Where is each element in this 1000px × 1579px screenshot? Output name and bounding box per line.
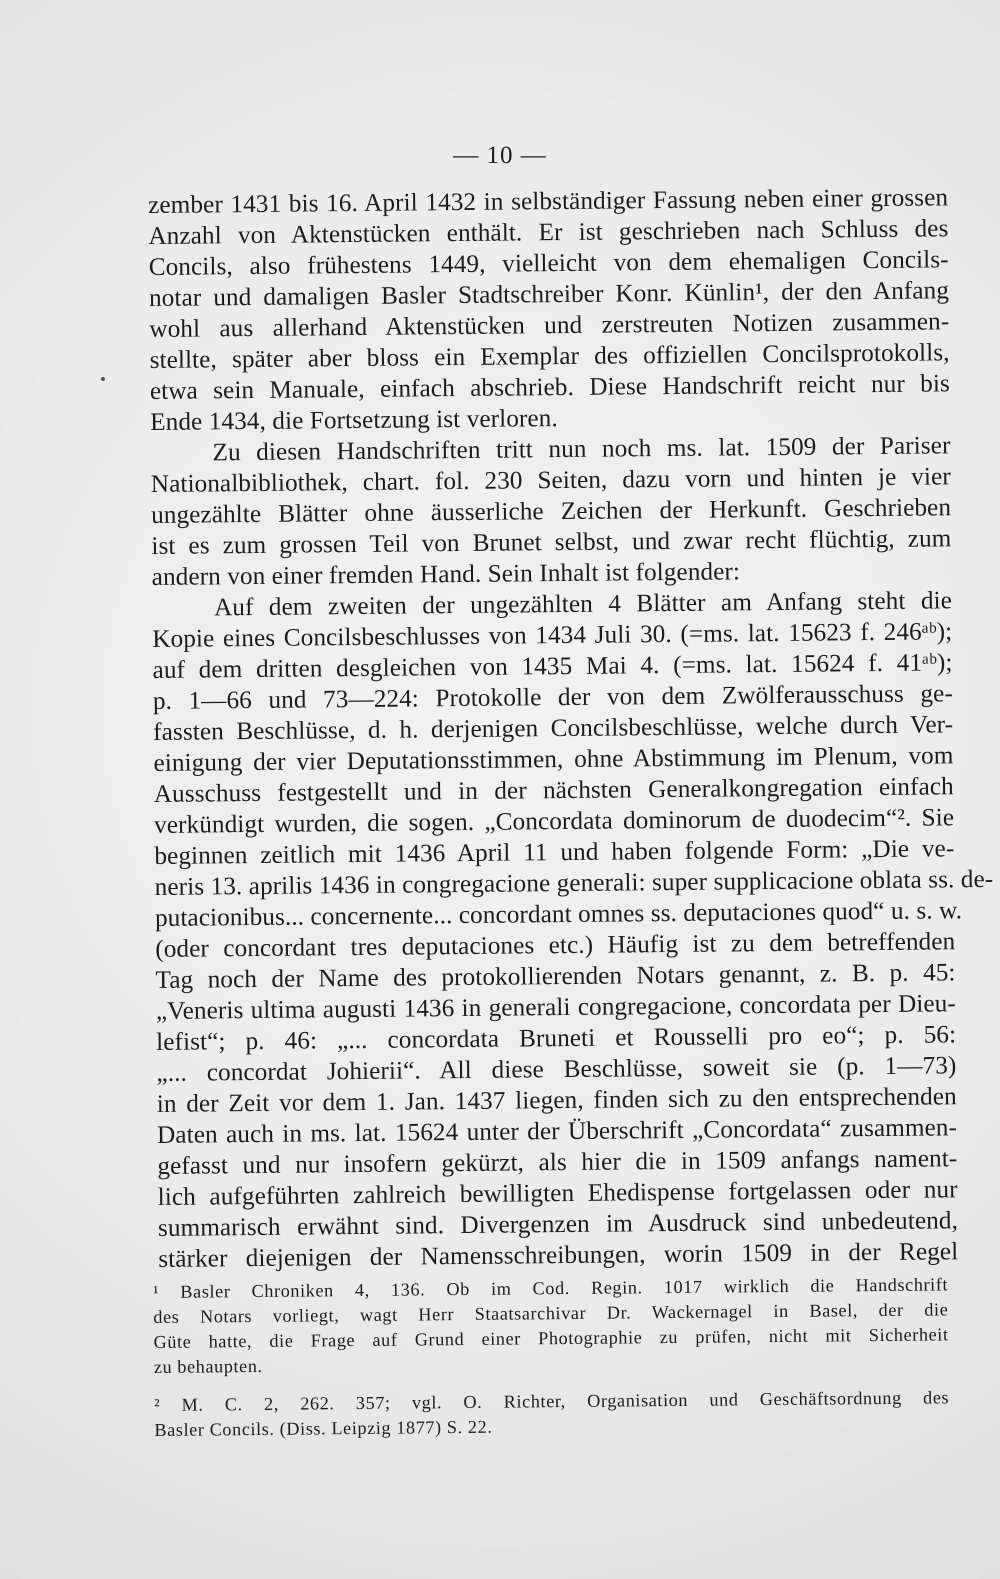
body-line-6: stellte, später aber bloss ein Exemplar des offiziellen Concilsprotokolls, bbox=[149, 339, 950, 374]
body-line-28: lefist“; p. 46: „... concordata Bruneti et Rousselli pro eo“; p. 56: bbox=[156, 1021, 957, 1056]
body-line-16: auf dem dritten desgleichen von 1435 Mai 4. (=ms. lat. 15624 f. 41ᵃᵇ); bbox=[152, 649, 953, 684]
body-line-33: lich aufgeführten zahlreich bewilligten Ehedispense fortgelassen oder nur bbox=[157, 1176, 958, 1211]
footnote-1-line-1: ¹ Basler Chroniken 4, 136. Ob im Cod. Regin. 1017 wirklich die Handschrift bbox=[153, 1274, 949, 1302]
body-line-8: Ende 1434, die Fortsetzung ist verloren. bbox=[150, 405, 558, 436]
body-line-3: Concils, also frühestens 1449, vielleicht von dem ehemaligen Concils- bbox=[148, 246, 949, 281]
body-line-35: stärker diejenigen der Namensschreibungen, worin 1509 in der Regel bbox=[158, 1238, 959, 1273]
footnote-1-line-3: Güte hatte, die Frage auf Grund einer Photographie zu prüfen, nicht mit Sicherheit bbox=[153, 1324, 949, 1352]
body-line-31: Daten auch in ms. lat. 15624 unter der Überschrift „Concordata“ zusammen- bbox=[156, 1114, 958, 1149]
body-line-10: Nationalbibliothek, chart. fol. 230 Seiten, dazu vorn und hinten je vier bbox=[150, 463, 951, 498]
body-line-14: Auf dem zweiten der ungezählten 4 Blätter am Anfang steht die bbox=[213, 587, 953, 622]
body-line-20: Ausschuss festgestellt und in der nächsten Generalkongregation einfach bbox=[153, 773, 954, 808]
body-line-34: summarisch erwähnt sind. Divergenzen im Ausdruck sind unbedeutend, bbox=[157, 1207, 959, 1242]
body-line-1: zember 1431 bis 16. April 1432 in selbständiger Fassung neben einer grossen bbox=[148, 184, 949, 219]
body-line-22: beginnen zeitlich mit 1436 April 11 und haben folgende Form: „Die ve- bbox=[154, 835, 955, 870]
body-line-17: p. 1—66 und 73—224: Protokolle der von dem Zwölferausschuss ge- bbox=[152, 680, 954, 715]
main-text-block bbox=[148, 182, 994, 1275]
body-line-11: ungezählte Blätter ohne äusserliche Zeichen der Herkunft. Geschrieben bbox=[150, 494, 952, 529]
footnote-1-line-2: des Notars vorliegt, wagt Herr Staatsarchivar Dr. Wackernagel in Basel, der die bbox=[153, 1299, 949, 1327]
body-line-21: verkündigt wurden, die sogen. „Concordata dominorum de duodecim“². Sie bbox=[153, 804, 955, 839]
body-line-15: Kopie eines Concilsbeschlusses von 1434 Juli 30. (=ms. lat. 15623 f. 246ᵃᵇ); bbox=[152, 618, 953, 653]
margin-mark bbox=[101, 377, 105, 381]
body-line-5: wohl aus allerhand Aktenstücken und zerstreuten Notizen zusammen- bbox=[149, 308, 950, 343]
body-line-30: in der Zeit vor dem 1. Jan. 1437 liegen, finden sich zu den entsprechenden bbox=[156, 1083, 957, 1118]
body-line-2: Anzahl von Aktenstücken enthält. Er ist geschrieben nach Schluss des bbox=[148, 215, 949, 250]
body-line-24: putacionibus... concernente... concordant omnes ss. deputaciones quod“ u. s. w. bbox=[154, 897, 963, 932]
body-line-9: Zu diesen Handschriften tritt nun noch ms. lat. 1509 der Pariser bbox=[212, 432, 951, 467]
body-line-13: andern von einer fremden Hand. Sein Inhalt ist folgender: bbox=[151, 558, 741, 591]
body-line-18: fassten Beschlüsse, d. h. derjenigen Concilsbeschlüsse, welche durch Ver- bbox=[153, 711, 954, 746]
footnote-2-line-1: ² M. C. 2, 262. 357; vgl. O. Richter, Organisation und Geschäftsordnung des bbox=[154, 1387, 950, 1415]
body-line-32: gefasst und nur insofern gekürzt, als hier die in 1509 anfangs nament- bbox=[157, 1145, 958, 1180]
body-line-4: notar und damaligen Basler Stadtschreiber Konr. Künlin¹, der den Anfang bbox=[148, 277, 950, 312]
body-line-29: „... concordat Johierii“. All diese Beschlüsse, soweit sie (p. 1—73) bbox=[156, 1052, 957, 1087]
body-line-23: neris 13. aprilis 1436 in congregacione generali: super supplicacione oblata ss. de- bbox=[154, 865, 994, 901]
body-line-12: ist es zum grossen Teil von Brunet selbst, und zwar recht flüchtig, zum bbox=[151, 525, 952, 560]
footnote-2-line-2: Basler Concils. (Diss. Leipzig 1877) S. 22. bbox=[154, 1416, 493, 1440]
body-line-19: einigung der vier Deputationsstimmen, ohne Abstimmung im Plenum, vom bbox=[153, 742, 954, 777]
body-line-25: (oder concordant tres deputaciones etc.) Häufig ist zu dem betreffenden bbox=[155, 928, 956, 963]
page-number: — 10 — bbox=[453, 142, 547, 169]
body-line-27: „Veneris ultima augusti 1436 in generali congregacione, concordata per Dieu- bbox=[155, 990, 956, 1025]
footnotes-block bbox=[153, 1272, 950, 1443]
body-line-26: Tag noch der Name des protokollierenden Notars genannt, z. B. p. 45: bbox=[155, 959, 956, 994]
body-line-7: etwa sein Manuale, einfach abschrieb. Diese Handschrift reicht nur bis bbox=[149, 370, 951, 405]
footnote-1-line-4: zu behaupten. bbox=[153, 1355, 263, 1377]
